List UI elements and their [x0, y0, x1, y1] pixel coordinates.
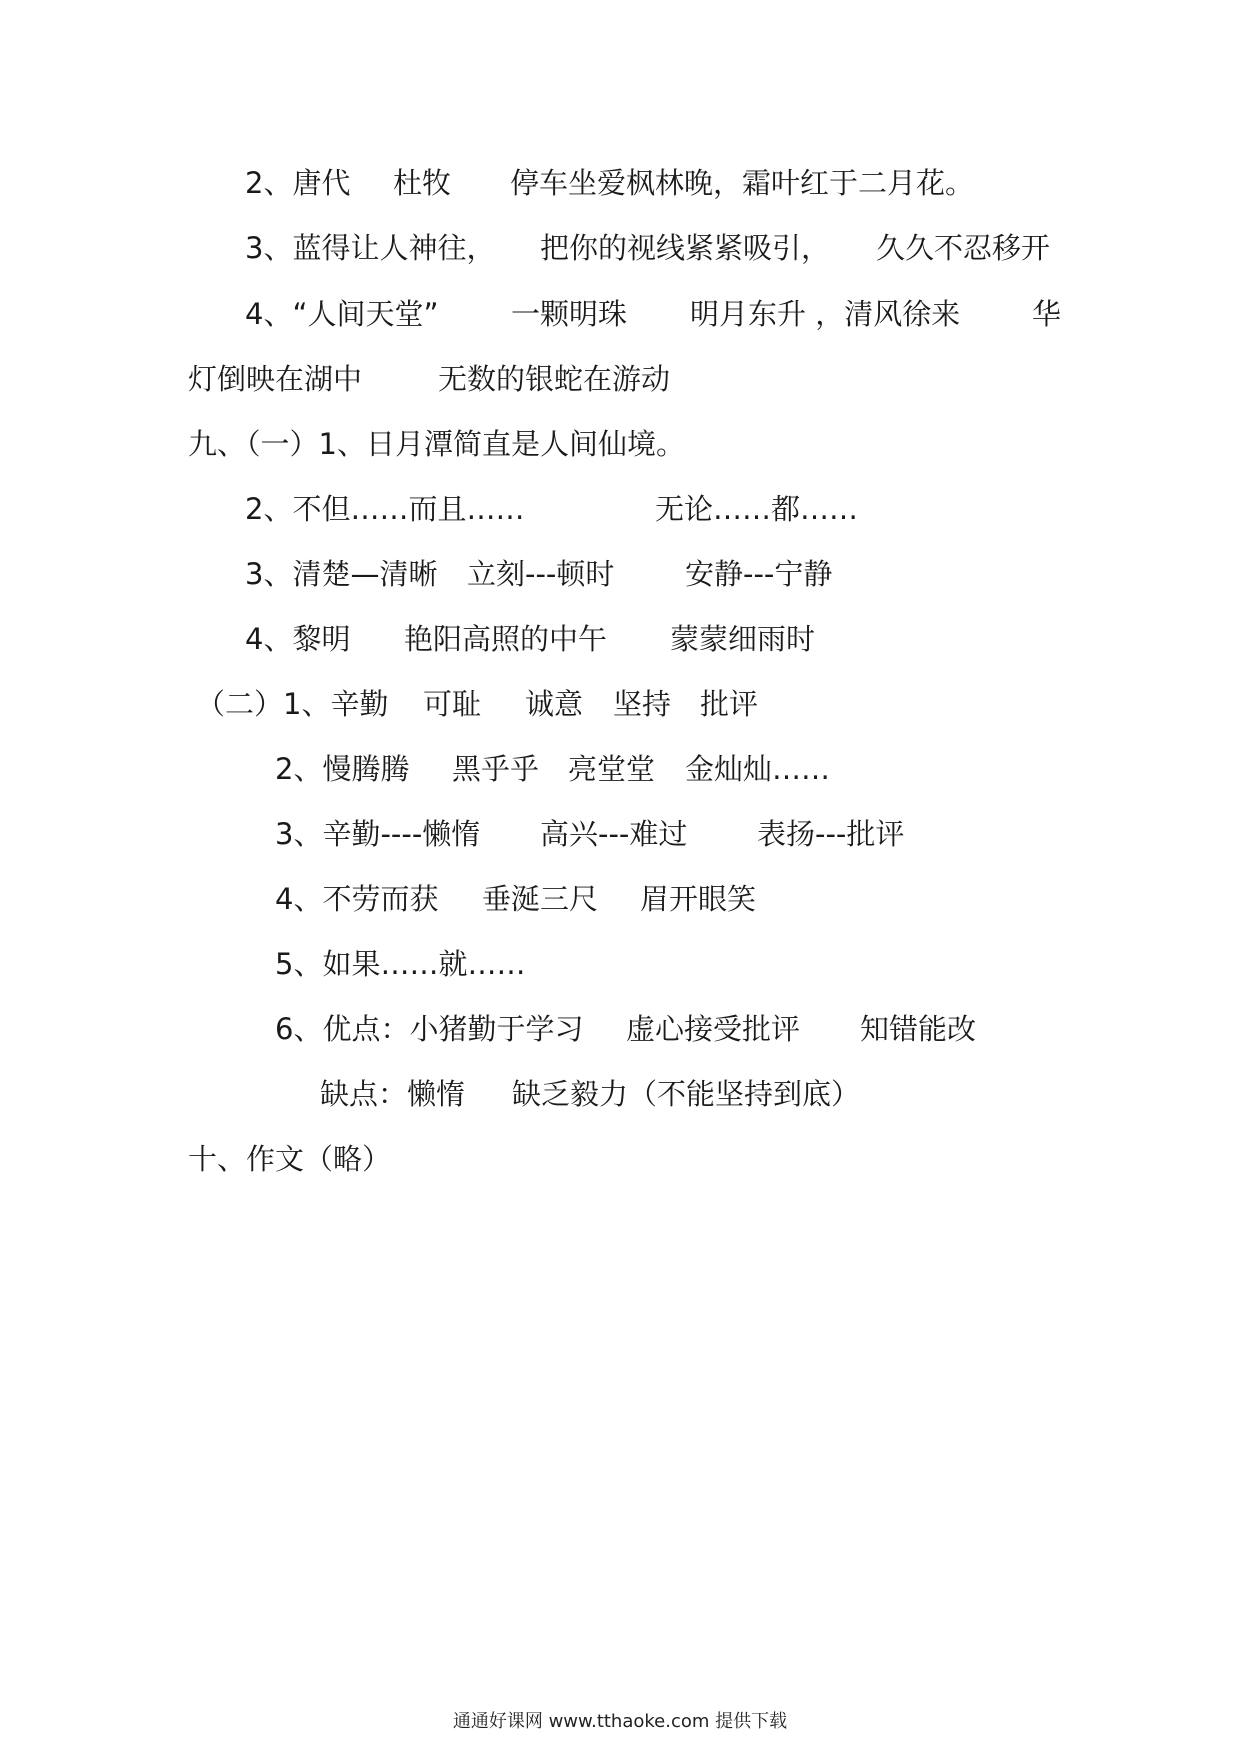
answer-segment: 2、唐代 — [245, 166, 351, 200]
answer-line — [0, 879, 1240, 919]
answer-segment: 4、不劳而获 — [275, 882, 439, 916]
answer-line — [0, 228, 1240, 268]
answer-line — [0, 1074, 1240, 1114]
answer-line — [0, 294, 1240, 334]
answer-segment: 艳阳高照的中午 — [404, 622, 608, 656]
section-heading — [0, 424, 1240, 464]
answer-segment: 华 — [1032, 297, 1062, 331]
answer-segment: 无论……都…… — [655, 492, 859, 526]
answer-segment: 黑乎乎 — [452, 752, 540, 786]
answer-segment: 把你的视线紧紧吸引， — [540, 231, 831, 265]
answer-segment: 眉开眼笑 — [640, 882, 757, 916]
answer-segment: 十、作文（略） — [188, 1142, 392, 1176]
answer-line — [0, 1009, 1240, 1049]
answer-segment: 久久不忍移开 — [876, 231, 1051, 265]
answer-line — [0, 554, 1240, 594]
answer-segment: 无数的银蛇在游动 — [438, 362, 671, 396]
answer-segment: （二）1、辛勤 — [196, 687, 389, 721]
answer-line — [0, 619, 1240, 659]
section-heading — [0, 1139, 1240, 1179]
answer-segment: 知错能改 — [860, 1012, 977, 1046]
answer-segment: 杜牧 — [393, 166, 452, 200]
answer-line — [0, 944, 1240, 984]
answer-segment: 2、慢腾腾 — [275, 752, 410, 786]
answer-segment: 表扬---批评 — [757, 817, 905, 851]
answer-line — [0, 359, 1240, 399]
section-heading — [0, 684, 1240, 724]
answer-segment: 停车坐爱枫林晚，霜叶红于二月花。 — [510, 166, 975, 200]
answer-segment: 九、（一）1、日月潭简直是人间仙境。 — [188, 427, 685, 461]
answer-segment: 批评 — [700, 687, 759, 721]
answer-segment: 6、优点：小猪勤于学习 — [275, 1012, 584, 1046]
answer-segment: 5、如果……就…… — [275, 947, 526, 981]
answer-segment: 2、不但……而且…… — [245, 492, 525, 526]
page-footer: 通通好课网 www.tthaoke.com 提供下载 — [452, 1711, 788, 1732]
answer-segment: 诚意 — [525, 687, 584, 721]
answer-segment: 蒙蒙细雨时 — [670, 622, 816, 656]
answer-segment: 虚心接受批评 — [626, 1012, 801, 1046]
answer-segment: 立刻---顿时 — [467, 557, 615, 591]
answer-line — [0, 749, 1240, 789]
answer-segment: 坚持 — [613, 687, 672, 721]
answer-segment: 缺乏毅力（不能坚持到底） — [512, 1077, 861, 1111]
answer-line — [0, 163, 1240, 203]
answer-line — [0, 814, 1240, 854]
answer-segment: 3、蓝得让人神往， — [245, 231, 496, 265]
answer-segment: 4、“人间天堂” — [245, 297, 439, 331]
answer-segment: 明月东升 ，清风徐来 — [690, 297, 961, 331]
answer-segment: 一颗明珠 — [511, 297, 628, 331]
answer-segment: 亮堂堂 — [568, 752, 656, 786]
answer-segment: 4、黎明 — [245, 622, 351, 656]
answer-segment: 3、清楚—清晰 — [245, 557, 438, 591]
answer-segment: 3、辛勤----懒惰 — [275, 817, 481, 851]
answer-segment: 金灿灿…… — [685, 752, 831, 786]
answer-segment: 高兴---难过 — [540, 817, 688, 851]
answer-segment: 垂涎三尺 — [482, 882, 599, 916]
answer-line — [0, 489, 1240, 529]
answer-segment: 可耻 — [423, 687, 482, 721]
answer-segment: 缺点：懒惰 — [320, 1077, 466, 1111]
answer-segment: 灯倒映在湖中 — [188, 362, 363, 396]
answer-segment: 安静---宁静 — [685, 557, 833, 591]
